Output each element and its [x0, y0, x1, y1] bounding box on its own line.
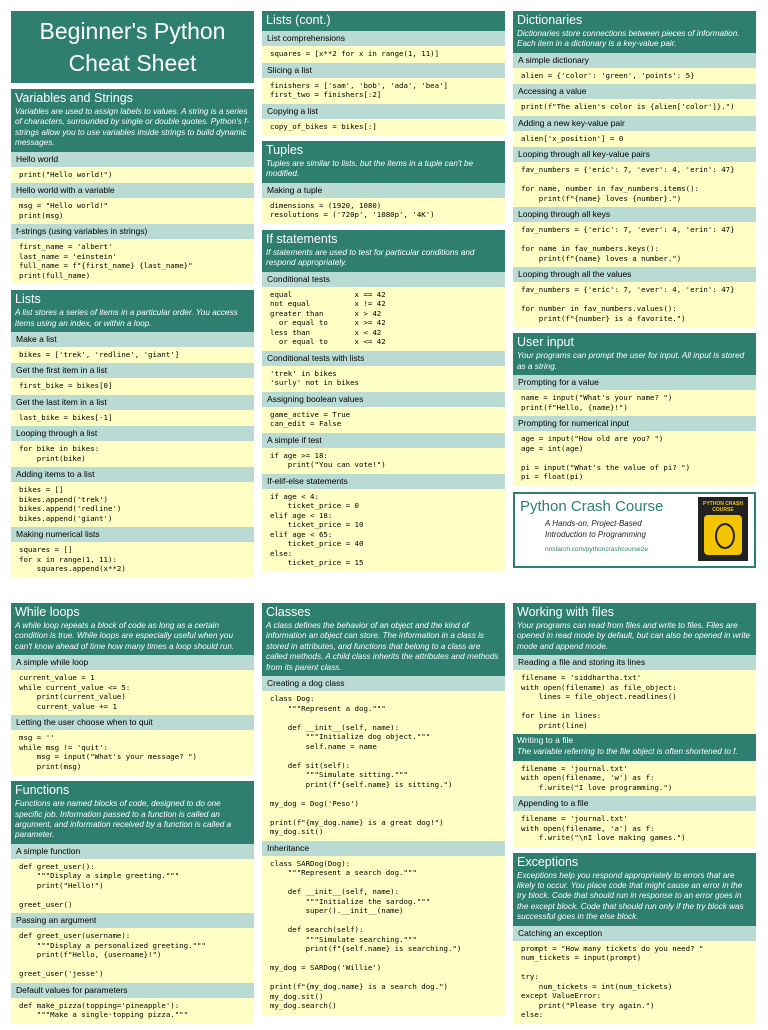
quit-loop-code: msg = '' while msg != 'quit': msg = input("What's your message? ") print(msg): [19, 733, 197, 771]
read-file-label: Reading a file and storing its lines: [513, 655, 756, 670]
read-file-code: filename = 'siddhartha.txt' with open(filename) as file_object: lines = file_object.readlines() for line in lines: print(line): [521, 673, 677, 730]
files-heading: Working with files: [517, 605, 615, 619]
quit-loop-label: Letting the user choose when to quit: [11, 715, 254, 730]
hello-label: Hello world: [11, 152, 254, 167]
catch-exception-label: Catching an exception: [513, 926, 756, 941]
column-6: [513, 603, 756, 1030]
book-cover-art-icon: [704, 515, 742, 555]
boolean-code: game_active = True can_edit = False: [270, 409, 351, 429]
dictionaries-section: [513, 11, 756, 327]
default-values-label: Default values for parameters: [11, 983, 254, 998]
lists-cont-section: [262, 11, 505, 135]
tuples-heading: Tuples: [266, 143, 304, 157]
while-heading: While loops: [15, 605, 80, 619]
default-values-code: def make_pizza(topping='pineapple'): """Make a single-topping pizza.""": [19, 1000, 189, 1020]
if-desc: If statements are used to test for particular conditions and respond appropriately.: [266, 247, 475, 268]
pass-argument-code: def greet_user(username): """Display a personalized greeting.""" print(f"Hello, {username}!") greet_user('jesse'): [19, 931, 206, 979]
make-tuple-label: Making a tuple: [262, 183, 505, 198]
tuples-desc: Tuples are similar to lists, but the items in a tuple can't be modified.: [266, 159, 474, 179]
last-item-label: Get the last item in a list: [11, 395, 254, 410]
exceptions-heading: Exceptions: [517, 854, 579, 869]
dictionaries-desc: Dictionaries store connections between pieces of information. Each item in a dictionary is a key-value pair.: [517, 29, 740, 49]
write-file-note: The variable referring to the file object is often shortened to f.: [517, 747, 738, 757]
add-items-code: bikes = [] bikes.append('trek') bikes.append('redline') bikes.append('giant'): [19, 485, 122, 523]
dictionaries-heading: Dictionaries: [517, 13, 583, 27]
if-elif-else-code: if age < 4: ticket_price = 0 elif age < 18: ticket_price = 10 elif age < 65: ticket_price = 40 else: ticket_price = 15: [270, 491, 364, 568]
pass-argument-label: Passing an argument: [11, 913, 254, 928]
conditional-tests-code: equal x == 42 not equal x != 42 greater than x > 42 or equal to x >= 42 less than x < 42 or equal to x <= 42: [270, 289, 386, 347]
if-banner: [262, 230, 505, 272]
simple-dict-label: A simple dictionary: [513, 53, 756, 68]
lists-heading: Lists: [15, 292, 41, 307]
inheritance-label: Inheritance: [262, 841, 505, 856]
tuples-banner: [262, 141, 505, 183]
first-item-code: first_bike = bikes[0]: [19, 381, 113, 391]
loop-list-label: Looping through a list: [11, 426, 254, 441]
lists-section: [11, 290, 254, 578]
pcc-title: Python Crash Course: [520, 497, 664, 515]
column-3: [513, 11, 756, 568]
simple-while-label: A simple while loop: [11, 655, 254, 670]
inheritance-code: class SARDog(Dog): """Represent a search dog.""" def __init__(self, name): """Initialize the sardog.""" super().__init__(name) def search(self): """Simulate searching.""" print(f"{self.name} is searching.") my_dog = SARDog('Willie') print(f"{my_dog.name} is a search dog.") my_dog.sit() my_dog.search(): [270, 858, 462, 1011]
while-banner: [11, 603, 254, 655]
make-list-code: bikes = ['trek', 'redline', 'giant']: [19, 349, 180, 359]
append-file-code: filename = 'journal.txt' with open(filename, 'a') as f: f.write("\nI love making games."): [521, 814, 686, 843]
pcc-url-link[interactable]: nostarch.com/pythoncrashcourse2e: [545, 545, 648, 553]
if-heading: If statements: [266, 231, 338, 246]
book-cover-image: [698, 497, 748, 561]
input-section: [513, 333, 756, 485]
write-file-label: Writing to a file: [517, 735, 574, 746]
loop-list-code: for bike in bikes: print(bike): [19, 444, 100, 463]
lists-cont-banner: [262, 11, 505, 31]
dog-class-label: Creating a dog class: [262, 676, 505, 691]
hello-var-code: msg = "Hello world!" print(msg): [19, 201, 108, 220]
numerical-list-label: Making numerical lists: [11, 527, 254, 542]
lists-desc: A list stores a series of items in a particular order. You access items using an index, or within a loop.: [15, 308, 238, 328]
write-file-code: filename = 'journal.txt' with open(filename, 'w') as f: f.write("I love programming."): [521, 763, 673, 792]
catch-exception-code: prompt = "How many tickets do you need? " num_tickets = input(prompt) try: num_tickets = int(num_tickets) except ValueError: print("Please try again.") else:: [521, 943, 704, 1020]
variables-desc: Variables are used to assign labels to values. A string is a series of characters, surrounded by single or double quotes. Python's f-strings allow you to use variables inside strings to build dynamic messages.: [15, 107, 250, 148]
prompt-number-label: Prompting for numerical input: [513, 416, 756, 431]
slicing-label: Slicing a list: [262, 63, 505, 78]
pcc-subtitle-line-1: A Hands-on, Project-Based: [545, 518, 642, 528]
classes-desc: A class defines the behavior of an object and the kind of information an object can store. The information in a class is stored in attributes, and functions that belong to a class are called methods. A child class inherits the attributes and methods from its parent class.: [266, 621, 499, 672]
hello-code: print("Hello world!"): [19, 169, 113, 179]
column-2: [262, 11, 505, 578]
conditional-lists-code: 'trek' in bikes 'surly' not in bikes: [270, 368, 359, 388]
prompt-value-label: Prompting for a value: [513, 375, 756, 390]
exceptions-banner: [513, 853, 756, 926]
pcc-subtitle-line-2: Introduction to Programming: [545, 529, 646, 539]
add-pair-label: Adding a new key-value pair: [513, 116, 756, 131]
fstring-label: f-strings (using variables in strings): [11, 224, 254, 239]
classes-banner: [262, 603, 505, 676]
functions-section: [11, 781, 254, 1024]
add-items-label: Adding items to a list: [11, 467, 254, 482]
tuples-section: [262, 141, 505, 224]
prompt-number-code: age = input("How old are you? ") age = int(age) pi = input("What's the value of pi? ") pi = float(pi): [521, 434, 691, 482]
simple-function-label: A simple function: [11, 844, 254, 859]
exceptions-desc: Exceptions help you respond appropriately to errors that are likely to occur. You place code that might cause an error in the try block. Code that should run in response to an error goes in the except block. Code that should run only if the try block was successful goes in the else block.: [517, 870, 744, 922]
variables-banner: [11, 89, 254, 152]
simple-if-code: if age >= 18: print("You can vote!"): [270, 450, 386, 470]
fstring-code: first_name = 'albert' last_name = 'einstein' full_name = f"{first_name} {last_name}" print(full_name): [19, 242, 193, 280]
first-item-label: Get the first item in a list: [11, 363, 254, 378]
loop-keys-code: fav_numbers = {'eric': 7, 'ever': 4, 'erin': 47} for name in fav_numbers.keys(): print(f"{name} loves a number."): [521, 225, 735, 263]
loop-pairs-code: fav_numbers = {'eric': 7, 'ever': 4, 'erin': 47} for name, number in fav_numbers.items(): print(f"{name} loves {number}."): [521, 165, 735, 203]
make-tuple-code: dimensions = (1920, 1080) resolutions = ('720p', '1080p', '4K'): [270, 200, 435, 220]
pcc-subtitle: [545, 518, 646, 540]
simple-if-label: A simple if test: [262, 433, 505, 448]
column-4: [11, 603, 254, 1030]
files-banner: [513, 603, 756, 655]
if-section: [262, 230, 505, 572]
comprehension-code: squares = [x**2 for x in range(1, 11)]: [270, 49, 440, 58]
variables-heading: Variables and Strings: [15, 91, 133, 105]
loop-values-code: fav_numbers = {'eric': 7, 'ever': 4, 'erin': 47} for number in fav_numbers.values(): print(f"{number} is a favorite."): [521, 285, 735, 323]
simple-while-code: current_value = 1 while current_value <= 5: print(current_value) current_value += 1: [19, 673, 131, 711]
column-1: [11, 11, 254, 584]
write-file-banner: [513, 734, 756, 760]
classes-section: [262, 603, 505, 1015]
make-list-label: Make a list: [11, 332, 254, 347]
numerical-list-code: squares = [] for x in range(1, 11): squares.append(x**2): [19, 545, 126, 574]
loop-values-label: Looping through all the values: [513, 267, 756, 282]
dog-class-code: class Dog: """Represent a dog.""" def __init__(self, name): """Initialize dog object.""" self.name = name def sit(self): """Simulate sitting.""" print(f"{self.name} is sitting.") my_dog = Dog('Peso') print(f"{my_dog.name} is a great dog!") my_dog.sit(): [270, 694, 453, 837]
files-section: [513, 603, 756, 847]
input-banner: [513, 333, 756, 375]
access-value-label: Accessing a value: [513, 84, 756, 99]
dictionaries-banner: [513, 11, 756, 53]
page-title: Beginner's Python Cheat Sheet: [39, 18, 226, 76]
variables-section: [11, 89, 254, 284]
functions-heading: Functions: [15, 783, 70, 798]
classes-heading: Classes: [266, 605, 311, 619]
conditional-tests-label: Conditional tests: [262, 272, 505, 287]
simple-dict-code: alien = {'color': 'green', 'points': 5}: [521, 70, 695, 80]
append-file-label: Appending to a file: [513, 796, 756, 811]
functions-banner: [11, 781, 254, 844]
files-desc: Your programs can read from files and write to files. Files are opened in read mode by default, but can also be opened in write mode and append mode.: [517, 621, 751, 651]
lists-banner: [11, 290, 254, 332]
prompt-value-code: name = input("What's your name? ") print(f"Hello, {name}!"): [521, 393, 673, 412]
comprehension-label: List comprehensions: [262, 31, 505, 46]
slicing-code: finishers = ['sam', 'bob', 'ada', 'bea'] first_two = finishers[:2]: [270, 80, 448, 99]
if-elif-else-label: If-elif-else statements: [262, 474, 505, 489]
copying-label: Copying a list: [262, 104, 505, 119]
loop-pairs-label: Looping through all key-value pairs: [513, 147, 756, 162]
simple-function-code: def greet_user(): """Display a simple greeting.""" print("Hello!") greet_user(): [19, 861, 180, 909]
add-pair-code: alien['x_position'] = 0: [521, 133, 624, 143]
book-cover-title: PYTHON CRASH COURSE: [702, 500, 743, 513]
input-desc: Your programs can prompt the user for input. All input is stored as a string.: [517, 351, 745, 371]
conditional-lists-label: Conditional tests with lists: [262, 351, 505, 366]
while-section: [11, 603, 254, 775]
input-heading: User input: [517, 335, 574, 350]
lists-cont-heading: Lists (cont.): [266, 13, 331, 27]
hello-var-label: Hello world with a variable: [11, 183, 254, 198]
last-item-code: last_bike = bikes[-1]: [19, 412, 113, 422]
exceptions-section: [513, 853, 756, 1024]
loop-keys-label: Looping through all keys: [513, 207, 756, 222]
boolean-label: Assigning boolean values: [262, 392, 505, 407]
functions-desc: Functions are named blocks of code, designed to do one specific job. Information passed to a function is called an argument, and information received by a function is called a parameter.: [15, 799, 232, 840]
copying-code: copy_of_bikes = bikes[:]: [270, 121, 377, 131]
access-value-code: print(f"The alien's color is {alien['color']}."): [521, 102, 735, 112]
python-crash-course-ad[interactable]: [513, 492, 756, 568]
column-5: [262, 603, 505, 1021]
title-block: [11, 11, 254, 83]
while-desc: A while loop repeats a block of code as long as a certain condition is true. While loops are especially useful when you can't know ahead of time how many times a loop should run.: [15, 621, 235, 651]
